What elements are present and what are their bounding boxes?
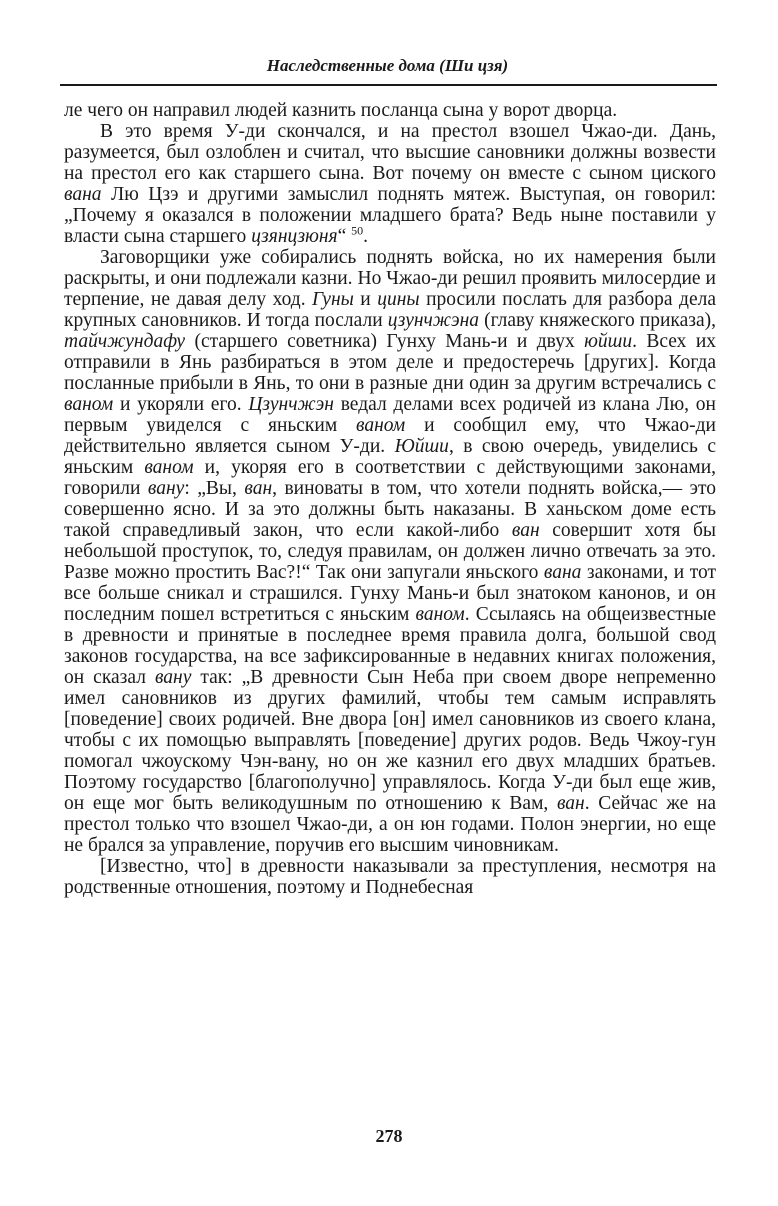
text-run: Лю Цзэ и другими замыслил поднять мятеж. Выступая, он говорил: „Почему я оказался в положении младшего брата? Ведь ныне поставили у власти сына старшего	[64, 184, 716, 247]
text-run: [Известно, что] в древности наказывали за преступления, несмотря на родственные отношения, поэтому и Поднебесная	[64, 856, 716, 898]
italic-term: ваном	[64, 394, 114, 415]
italic-term: вану	[154, 667, 192, 688]
italic-term: юйши	[584, 331, 633, 352]
paragraph	[64, 856, 716, 898]
italic-term: ваном	[356, 415, 406, 436]
paragraph	[64, 100, 716, 121]
page-body	[64, 100, 716, 898]
italic-term: цзянцзюня	[251, 226, 338, 247]
italic-term: Юйши	[394, 436, 449, 457]
text-run: так: „В древности Сын Неба при своем дворе непременно имел сановников из других фамилий, чтобы тем самым исправлять [поведение] своих родичей. Вне двора [он] имел сановников из своего клана, чтобы с их помощью выправлять [поведение] других родов. Ведь Чжоу-гун помогал чжоускому Чэн-вану, но он же казнил его двух младших братьев. Поэтому государство [благополучно] управлялось. Когда У-ди был еще жив, он еще мог быть великодушным по отношению к Вам,	[64, 667, 716, 814]
italic-term: Цзунчжэн	[248, 394, 334, 415]
text-run: и	[353, 289, 378, 310]
text-run: законами, и тот все больше сникал и страшился. Гунху Мань-и был знатоком канонов, и он последним пошел встретиться с яньским	[64, 562, 716, 625]
paragraph	[64, 247, 716, 856]
text-run: “	[337, 226, 352, 247]
italic-term: тайчжундафу	[64, 331, 186, 352]
italic-term: вана	[543, 562, 582, 583]
italic-term: вана	[64, 184, 102, 205]
text-run: совершит хотя бы небольшой проступок, то, следуя правилам, он должен лично отвечать за это. Разве можно простить Вас?!“ Так они запугали яньского	[64, 520, 716, 583]
italic-term: цзунчжэна	[387, 310, 479, 331]
text-run: Заговорщики уже собирались поднять войска, но их намерения были раскрыты, и они подлежали казни. Но Чжао-ди решил проявить милосердие и терпение, не давая делу ход.	[64, 247, 716, 310]
text-run: .	[363, 226, 369, 247]
italic-term: ван	[244, 478, 273, 499]
running-header: Наследственные дома (Ши цзя)	[266, 56, 509, 75]
header-rule	[60, 84, 717, 86]
text-run: и сообщил ему, что Чжао-ди действительно является сыном У-ди.	[64, 415, 716, 457]
text-run: просили послать для разбора дела крупных сановников. И тогда послали	[64, 289, 717, 331]
paragraph	[64, 121, 716, 247]
text-run: , в свою очередь, увиделись с яньским	[64, 436, 717, 478]
text-run: : „Вы,	[184, 478, 245, 499]
text-run: В это время У-ди скончался, и на престол взошел Чжао-ди. Дань, разумеется, был озлоблен и считал, что высшие сановники должны возвести на престол его как старшего сына. Вот почему он вместе с сыном циского	[64, 121, 716, 184]
italic-term: вану	[147, 478, 185, 499]
text-run: (главу княжеского приказа),	[479, 310, 716, 331]
text-run: ле чего он направил людей казнить посланца сына у ворот дворца.	[64, 100, 618, 121]
footnote-ref: 50	[351, 223, 364, 238]
italic-term: ваном	[144, 457, 194, 478]
text-run: (старшего советника) Гунху Мань-и и двух	[185, 331, 585, 352]
text-run: , виноваты в том, что хотели поднять войска,— это совершенно ясно. И за это должны быть наказаны. В ханьском доме есть такой справедливый закон, что если какой-либо	[64, 478, 716, 541]
italic-term: ван	[556, 793, 585, 814]
text-run: ведал делами всех родичей из клана Лю, он первым увиделся с яньским	[64, 394, 716, 436]
italic-term: Гуны	[312, 289, 354, 310]
text-run: и, укоряя его в соответствии с действующими законами, говорили	[64, 457, 717, 499]
text-run: и укоряли его.	[113, 394, 249, 415]
text-run: . Ссылаясь на общеизвестные в древности и принятые в последнее время правила долга, большой свод законов государства, на все зафиксированные в недавних книгах положения, он сказал	[64, 604, 716, 688]
page-number: 278	[375, 1126, 403, 1146]
italic-term: ван	[511, 520, 540, 541]
text-run: . Всех их отправили в Янь разбираться в этом деле и предостеречь [других]. Когда посланные прибыли в Янь, то они в разные дни один за другим встречались с	[64, 331, 717, 394]
italic-term: цины	[377, 289, 420, 310]
text-run: . Сейчас же на престол только что взошел Чжао-ди, а он юн годами. Полон энергии, но еще не брался за управление, поручив его высшим чиновникам.	[64, 793, 716, 856]
italic-term: ваном	[415, 604, 465, 625]
